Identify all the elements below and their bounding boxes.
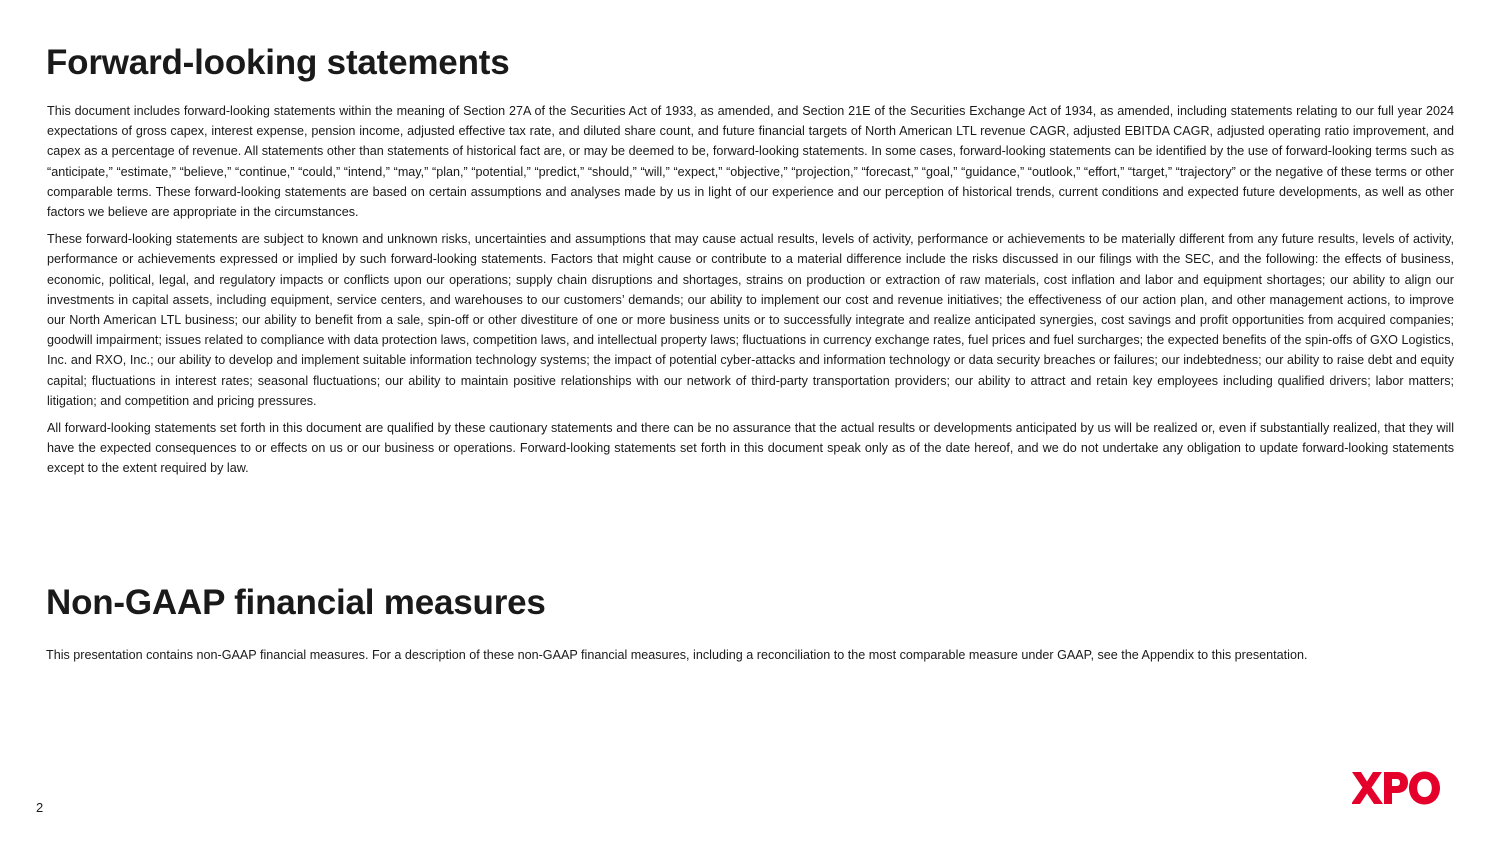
xpo-logo (1352, 770, 1440, 806)
non-gaap-paragraph: This presentation contains non-GAAP financial measures. For a description of these non-GAAP financial measures, including a reconciliation to the most comparable measure under GAAP, see the Appendix to this presentation. (46, 648, 1308, 662)
page-number: 2 (36, 800, 44, 815)
logo-letter-x (1352, 772, 1383, 804)
forward-looking-paragraph-1: This document includes forward-looking statements within the meaning of Section 27A of the Securities Act of 1933, as amended, and Section 21E of the Securities Exchange Act of 1934, as amended, including statements relating to our full year 2024 expectations of gross capex, interest expense, pension income, adjusted effective tax rate, and diluted share count, and future financial targets of North American LTL revenue CAGR, adjusted EBITDA CAGR, adjusted operating ratio improvement, and capex as a percentage of revenue. All statements other than statements of historical fact are, or may be deemed to be, forward-looking statements. In some cases, forward-looking statements can be identified by the use of forward-looking terms such as “anticipate,” “estimate,” “believe,” “continue,” “could,” “intend,” “may,” “plan,” “potential,” “predict,” “should,” “will,” “expect,” “objective,” “projection,” “forecast,” “goal,” “guidance,” “outlook,” “effort,” “target,” “trajectory” or the negative of these terms or other comparable terms. These forward-looking statements are based on certain assumptions and analyses made by us in light of our experience and our perception of historical trends, current conditions and expected future developments, as well as other factors we believe are appropriate in the circumstances. (47, 104, 1454, 220)
forward-looking-body (47, 101, 1454, 486)
non-gaap-title: Non-GAAP financial measures (46, 583, 546, 622)
forward-looking-paragraph-3: All forward-looking statements set forth in this document are qualified by these cautionary statements and there can be no assurance that the actual results or developments anticipated by us will be realized or, even if substantially realized, that they will have the expected consequences to or effects on us or our business or operations. Forward-looking statements set forth in this document speak only as of the date hereof, and we do not undertake any obligation to update forward-looking statements except to the extent required by law. (47, 421, 1454, 476)
logo-letter-o (1409, 772, 1440, 805)
forward-looking-title: Forward-looking statements (46, 43, 510, 82)
forward-looking-paragraph-2: These forward-looking statements are subject to known and unknown risks, uncertainties and assumptions that may cause actual results, levels of activity, performance or achievements to be materially different from any future results, levels of activity, performance or achievements expressed or implied by such forward-looking statements. Factors that might cause or contribute to a material difference include the risks discussed in our filings with the SEC, and the following: the effects of business, economic, political, legal, and regulatory impacts or conflicts upon our operations; supply chain disruptions and shortages, strains on production or extraction of raw materials, cost inflation and labor and equipment shortages; our ability to align our investments in capital assets, including equipment, service centers, and warehouses to our customers’ demands; our ability to implement our cost and revenue initiatives; the effectiveness of our action plan, and other management actions, to improve our North American LTL business; our ability to benefit from a sale, spin-off or other divestiture of one or more business units or to successfully integrate and realize anticipated synergies, cost savings and profit opportunities from acquired companies; goodwill impairment; issues related to compliance with data protection laws, competition laws, and intellectual property laws; fluctuations in currency exchange rates, fuel prices and fuel surcharges; the expected benefits of the spin-offs of GXO Logistics, Inc. and RXO, Inc.; our ability to develop and implement suitable information technology systems; the impact of potential cyber-attacks and information technology or data security breaches or failures; our indebtedness; our ability to raise debt and equity capital; fluctuations in interest rates; seasonal fluctuations; our ability to maintain positive relationships with our network of third-party transportation providers; our ability to attract and retain key employees including qualified drivers; labor matters; litigation; and competition and pricing pressures. (47, 232, 1454, 408)
non-gaap-body (46, 645, 1436, 672)
logo-letter-p (1384, 772, 1408, 804)
